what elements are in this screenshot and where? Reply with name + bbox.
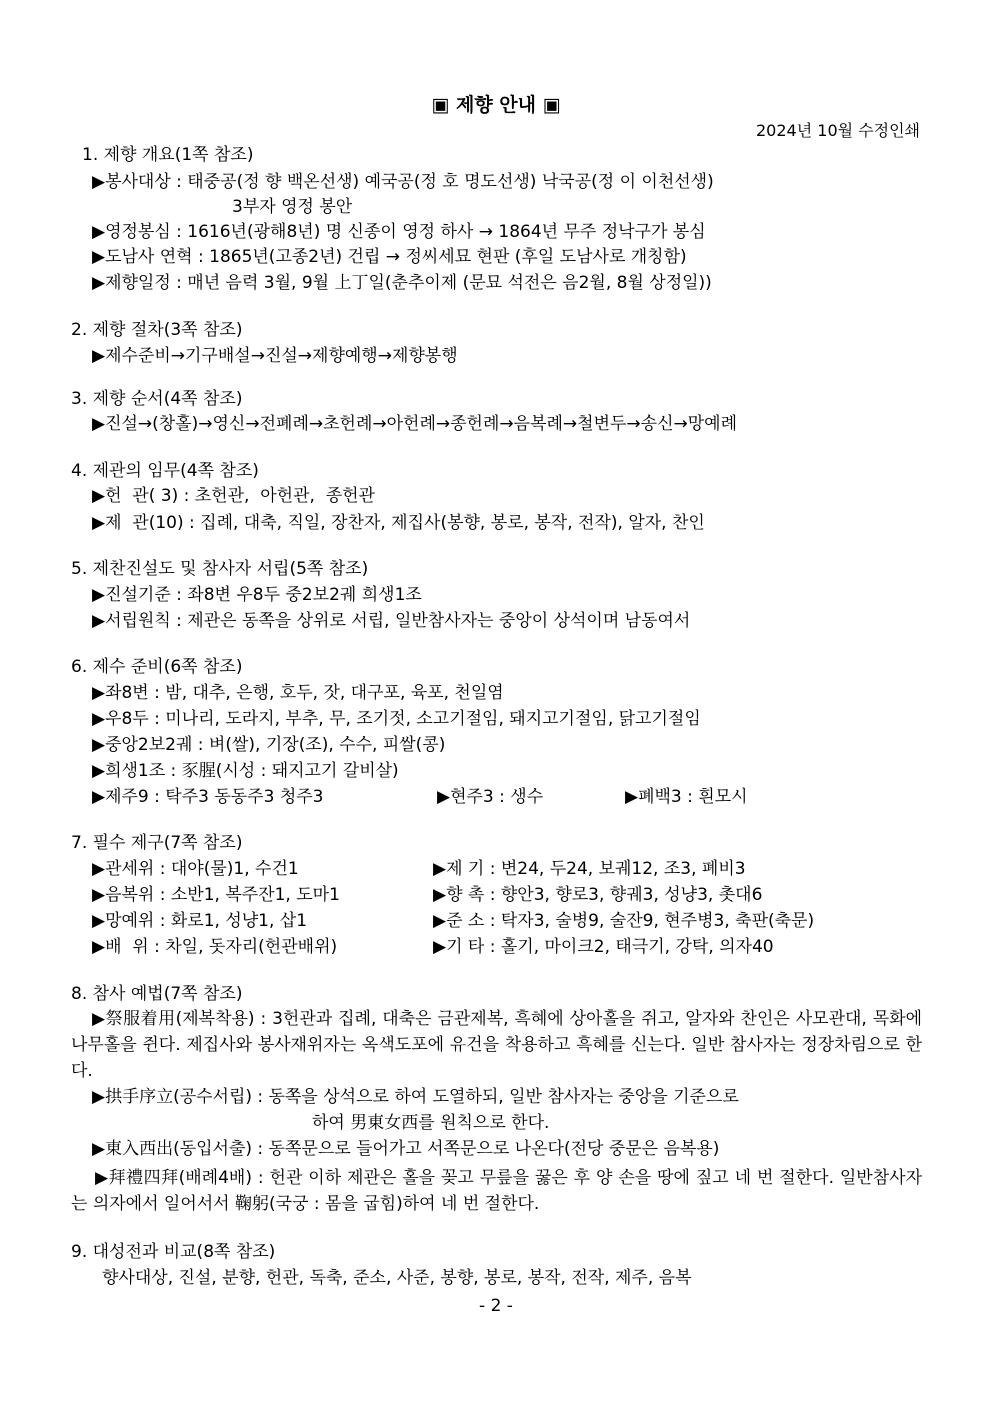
equipment-left: ▶관세위 : 대야(물)1, 수건1 (92, 859, 299, 879)
section-2-heading: 2. 제향 절차(3쪽 참조) (71, 320, 243, 340)
section-9-heading: 9. 대성전과 비교(8쪽 참조) (71, 1242, 276, 1262)
equipment-right: ▶준 소 : 탁자3, 술병9, 술잔9, 현주병3, 축판(축문) (433, 911, 815, 931)
section-1-heading: 1. 제향 개요(1쪽 참조) (82, 145, 254, 165)
equipment-left: ▶배 위 : 차일, 돗자리(헌관배위) (92, 937, 338, 957)
equipment-right: ▶제 기 : 변24, 두24, 보궤12, 조3, 폐비3 (433, 859, 746, 879)
section-4-heading: 4. 제관의 임무(4쪽 참조) (71, 461, 259, 481)
equipment-left: ▶음복위 : 소반1, 복주잔1, 도마1 (92, 885, 340, 905)
section-1-item: ▶봉사대상 : 태중공(정 향 백온선생) 예국공(정 호 명도선생) 낙국공(정 이 이천선생) (92, 172, 714, 192)
equipment-right: ▶향 촉 : 향안3, 향로3, 향궤3, 성냥3, 촛대6 (433, 885, 763, 905)
section-6-inline-item: ▶제주9 : 탁주3 동동주3 청주3 (92, 787, 324, 807)
section-8-item: ▶拱手序立(공수서립) : 동쪽을 상석으로 하여 도열하되, 일반 참사자는 중앙을 기준으로 (92, 1087, 739, 1107)
section-8-paragraph: ▶祭服着用(제복착용) : 3헌관과 집례, 대축은 금관제복, 흑혜에 상아홀을 쥐고, 알자와 찬인은 사모관대, 목화에 나무홀을 쥔다. 제집사와 봉사재위자는 옥색도포에 유건을 착용하고 흑혜를 신는다. 일반 참사자는 정장차림으로 한다. (71, 1009, 922, 1081)
section-5-item: ▶서립원칙 : 제관은 동쪽을 상위로 서립, 일반참사자는 중앙이 상석이며 남동여서 (92, 611, 691, 631)
page-number: - 2 - (479, 1296, 513, 1316)
section-3-item: ▶진설→(창홀)→영신→전폐례→초헌례→아헌례→종헌례→음복례→철변두→송신→망예례 (92, 414, 738, 434)
section-5-item: ▶진설기준 : 좌8변 우8두 중2보2궤 희생1조 (92, 585, 422, 605)
equipment-right: ▶기 타 : 홀기, 마이크2, 태극기, 강탁, 의자40 (433, 937, 774, 957)
section-4-item: ▶제 관(10) : 집례, 대축, 직일, 장찬자, 제집사(봉향, 봉로, 봉작, 전작), 알자, 찬인 (92, 513, 705, 533)
section-6-heading: 6. 제수 준비(6쪽 참조) (71, 657, 243, 677)
section-3-heading: 3. 제향 순서(4쪽 참조) (71, 389, 243, 409)
section-5-heading: 5. 제찬진설도 및 참사자 서립(5쪽 참조) (71, 559, 369, 579)
section-2-item: ▶제수준비→기구배설→진설→제향예행→제향봉행 (92, 346, 458, 366)
section-1-item: ▶영정봉심 : 1616년(광해8년) 명 신종이 영정 하사 → 1864년 무주 정낙구가 봉심 (92, 222, 706, 242)
section-8-heading: 8. 참사 예법(7쪽 참조) (71, 984, 243, 1004)
section-8-paragraph: ▶拜禮四拜(배례4배) : 헌관 이하 제관은 홀을 꽂고 무릎을 꿇은 후 양 손을 땅에 짚고 네 번 절한다. 일반참사자는 의자에서 일어서서 鞠躬(국궁 : 몸을 굽힘)하여 네 번 절한다. (71, 1168, 922, 1214)
section-1-item: ▶도남사 연혁 : 1865년(고종2년) 건립 → 정씨세묘 현판 (후일 도남사로 개칭함) (92, 247, 687, 267)
section-6-item: ▶희생1조 : 豕腥(시성 : 돼지고기 갈비살) (92, 761, 399, 781)
section-4-item: ▶헌 관( 3) : 초헌관, 아헌관, 종헌관 (92, 486, 375, 506)
section-6-inline-item: ▶폐백3 : 흰모시 (625, 787, 748, 807)
section-8-item-cont: 하여 男東女西를 원칙으로 한다. (312, 1113, 550, 1133)
section-9-item: 향사대상, 진설, 분향, 헌관, 독축, 준소, 사준, 봉향, 봉로, 봉작, 전작, 제주, 음복 (102, 1268, 692, 1288)
section-8-item: ▶東入西出(동입서출) : 동쪽문으로 들어가고 서쪽문으로 나온다(전당 중문은 음복용) (92, 1139, 720, 1159)
section-1-item: ▶제향일정 : 매년 음력 3월, 9월 上丁일(춘추이제 (문묘 석전은 음2월, 8월 상정일)) (92, 273, 712, 293)
equipment-left: ▶망예위 : 화로1, 성냥1, 삽1 (92, 911, 308, 931)
section-1-item-cont: 3부자 영정 봉안 (232, 197, 353, 217)
section-6-item: ▶우8두 : 미나리, 도라지, 부추, 무, 조기젓, 소고기절임, 돼지고기절임, 닭고기절임 (92, 709, 701, 729)
revision-date: 2024년 10월 수정인쇄 (756, 121, 920, 140)
section-6-inline-item: ▶현주3 : 생수 (437, 787, 544, 807)
section-6-item: ▶좌8변 : 밤, 대추, 은행, 호두, 잣, 대구포, 육포, 천일염 (92, 683, 504, 703)
section-7-heading: 7. 필수 제구(7쪽 참조) (71, 833, 243, 853)
section-6-item: ▶중앙2보2궤 : 벼(쌀), 기장(조), 수수, 피쌀(콩) (92, 735, 446, 755)
page-title: ▣ 제향 안내 ▣ (431, 94, 561, 116)
